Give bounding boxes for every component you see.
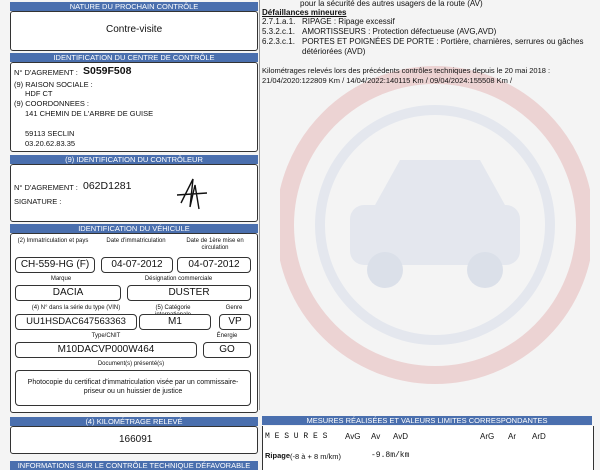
address-line1: 141 CHEMIN DE L'ARBRE DE GUISE — [25, 109, 154, 118]
item-code-2: 5.3.2.c.1. — [262, 27, 295, 36]
energie-caption: Énergie — [216, 333, 238, 339]
vehicule-box — [10, 233, 258, 413]
col-avd: AvD — [393, 432, 408, 441]
item-code-3: 6.2.3.c.1. — [262, 37, 295, 46]
mesures-header: MESURES RÉALISÉES ET VALEURS LIMITES CORRESPONDANTES — [262, 416, 592, 425]
col-avg: AvG — [345, 432, 361, 441]
signature-mark — [171, 173, 211, 213]
item-text-2: AMORTISSEURS : Protection défectueuse (AVG,AVD) — [302, 27, 497, 36]
infos-header: INFORMATIONS SUR LE CONTRÔLE TECHNIQUE DÉFAVORABLE — [10, 461, 258, 470]
immat-caption: (2) Immatriculation et pays — [17, 238, 89, 244]
centre-box — [10, 62, 258, 152]
date-circ-value: 04-07-2012 — [177, 257, 251, 273]
col-arg: ArG — [480, 432, 495, 441]
raison-sociale-label: (9) RAISON SOCIALE : — [14, 80, 93, 89]
km-header: (4) KILOMÉTRAGE RELEVÉ — [10, 417, 258, 426]
vin-value: UU1HSDAC647563363 — [15, 314, 137, 330]
docs-value: Photocopie du certificat d'immatriculation visée par un commissaire-priseur ou un huissier de justice — [27, 379, 239, 395]
col-ar: Ar — [508, 432, 516, 441]
date-circ-caption: Date de 1ère mise en circulation — [186, 238, 244, 251]
mesures-col-title: M E S U R E S — [265, 432, 328, 441]
signature-label: SIGNATURE : — [14, 197, 62, 206]
marque-value: DACIA — [15, 285, 121, 301]
controleur-box — [10, 164, 258, 222]
type-caption: Type/CNIT — [91, 333, 121, 339]
item-code-1: 2.7.1.a.1. — [262, 17, 296, 26]
watermark-car-emblem — [280, 55, 590, 395]
ripage-range: (-8 à + 8 m/km) — [290, 452, 342, 461]
immat-value: CH-559-HG (F) — [15, 257, 95, 273]
categorie-caption: (5) Catégorie — [155, 305, 191, 311]
item-text-3: PORTES ET POIGNÉES DE PORTE : Portière, charnières, serrures ou gâches détériorées (AVD) — [302, 37, 584, 56]
right-top-line: pour la sécurité des autres usagers de la route (AV) — [300, 0, 483, 8]
address-line2: 59113 SECLIN — [25, 129, 75, 138]
km-value: 166091 — [119, 434, 153, 445]
column-divider — [259, 0, 260, 410]
controleur-agrement-label: N° D'AGREMENT : — [14, 183, 78, 192]
coordonnees-label: (9) COORDONNEES : — [14, 99, 90, 108]
designation-caption: Désignation commerciale — [144, 276, 213, 282]
controleur-header: (9) IDENTIFICATION DU CONTRÔLEUR — [10, 155, 258, 164]
phone-number: 03.20.62.83.35 — [25, 139, 76, 148]
km-box — [10, 426, 258, 454]
energie-value: GO — [203, 342, 251, 358]
mineures-title: Défaillances mineures — [262, 8, 347, 17]
centre-agrement-label: N° D'AGREMENT : — [14, 68, 78, 77]
marque-caption: Marque — [50, 276, 72, 282]
nature-box — [10, 11, 258, 51]
date-immat-value: 04-07-2012 — [101, 257, 173, 273]
item-text-1: RIPAGE : Ripage excessif — [302, 17, 395, 26]
col-ard: ArD — [532, 432, 546, 441]
date-immat-caption: Date d'immatriculation — [106, 238, 166, 244]
centre-agrement-value: S059F508 — [83, 65, 132, 77]
vin-caption: (4) N° dans la série du type (VIN) — [31, 305, 121, 311]
vehicule-header: IDENTIFICATION DU VÉHICULE — [10, 224, 258, 233]
km-history: Kilométrages relevés lors des précédents contrôles techniques depuis le 20 mai 2018 : 21/04/2020:122809 Km / 14/04/2022:140115 Km / 09/04/2024:155508 Km / — [262, 66, 551, 85]
ripage-value: -9.8m/km — [371, 451, 410, 460]
docs-caption: Document(s) présenté(s) — [97, 361, 165, 367]
categorie-value: M1 — [139, 314, 211, 330]
centre-header: IDENTIFICATION DU CENTRE DE CONTRÔLE — [10, 53, 258, 62]
docs-box — [15, 370, 251, 406]
nature-value: Contre-visite — [106, 24, 163, 35]
controleur-agrement-value: 062D1281 — [83, 180, 132, 192]
nature-header: NATURE DU PROCHAIN CONTRÔLE — [10, 2, 258, 11]
raison-sociale-value: HDF CT — [25, 89, 53, 98]
ripage-label: Ripage — [265, 451, 291, 460]
col-av: Av — [371, 432, 381, 441]
genre-caption: Genre — [225, 305, 243, 311]
designation-value: DUSTER — [127, 285, 251, 301]
mesures-box — [262, 426, 594, 470]
genre-value: VP — [219, 314, 251, 330]
type-value: M10DACVP000W464 — [15, 342, 197, 358]
